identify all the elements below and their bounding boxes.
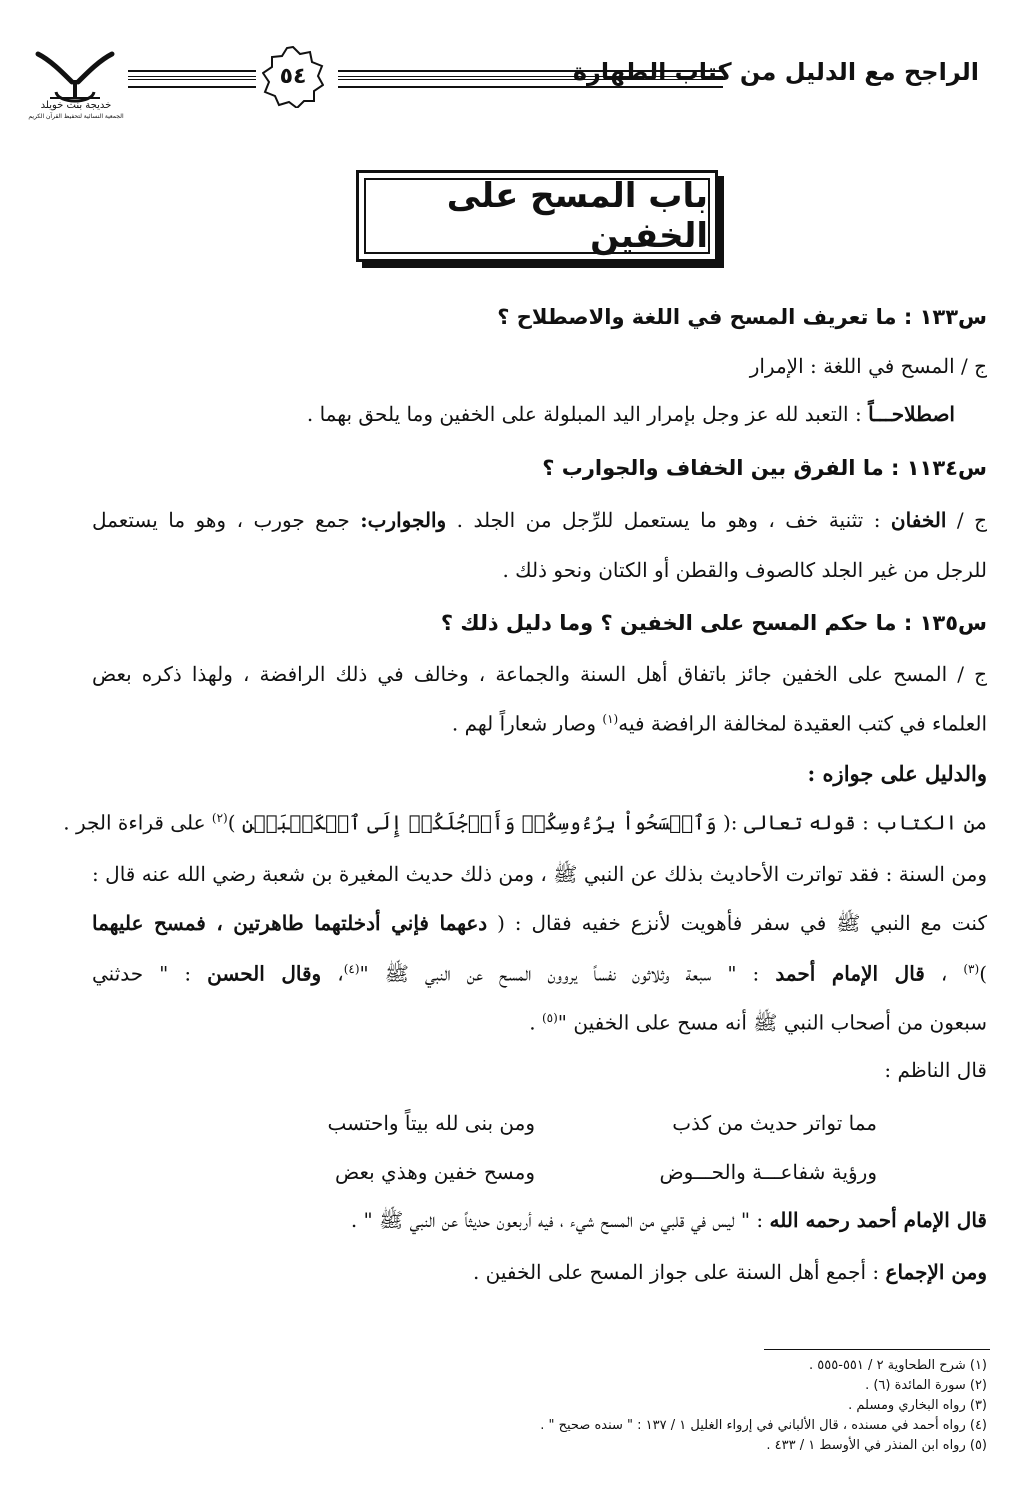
hadith-close: )	[979, 961, 987, 986]
footnote-ref-3: (٣)	[963, 962, 980, 976]
logo-text: خديجة بنت خويلد	[40, 100, 112, 111]
evidence-sunnah-line1: ومن السنة : فقد تواترت الأحاديث بذلك عن النبي ﷺ ، ومن ذلك حديث المغيرة بن شعبة رضي الله عنه قال :	[92, 862, 987, 886]
header-book-title: الراجح مع الدليل من كتاب الطهارة	[572, 58, 979, 86]
ijma-heading: ومن الإجماع	[885, 1260, 987, 1284]
imam-ahmad-quote: : " سبعة وثلاثون نفساً يروون المسح عن النبي ﷺ "	[359, 961, 776, 986]
answer-135-line2	[452, 713, 987, 734]
separator: ،	[924, 961, 964, 986]
evidence-heading: والدليل على جوازه :	[807, 761, 987, 786]
hasan-label: وقال الحسن	[207, 961, 322, 986]
ijma-statement	[473, 1262, 987, 1282]
chapter-title: باب المسح على الخفين	[364, 178, 710, 254]
evidence-sunnah-line3	[92, 963, 987, 984]
answer-135-line1: ج / المسح على الخفين جائز باتفاق أهل السنة والجماعة ، وخالف في ذلك الرافضة ، ولهذا ذكره بعض	[92, 662, 987, 686]
question-134: س١١٣٤ : ما الفرق بين الخفاف والجوارب ؟	[542, 456, 987, 480]
footnote-ref-5: (٥)	[541, 1011, 558, 1025]
period: .	[529, 1010, 542, 1035]
quran-verse: وَٱمۡسَحُواْ بِرُءُوسِكُمۡ وَأَرۡجُلَكُمۡ إِلَى ٱلۡكَعۡبَيۡنِ	[241, 810, 717, 835]
footnote-ref-2: (٢)	[211, 811, 228, 825]
imam-ahmad-heading: قال الإمام أحمد رحمه الله	[769, 1208, 987, 1232]
answer-134-line2: للرجل من غير الجلد كالصوف والقطن أو الكتان ونحو ذلك .	[502, 558, 987, 582]
poem-verse-2-right: ورؤية شفاعـــة والحـــوض	[659, 1160, 877, 1184]
header-rule-left	[128, 70, 256, 88]
term-jawarib: والجوارب:	[360, 508, 447, 532]
answer-133-line1: ج / المسح في اللغة : الإمرار	[749, 354, 987, 378]
hadith-text: دعهما فإني أدخلتهما طاهرتين ، فمسح عليهما	[92, 911, 488, 935]
poem-verse-1-right: مما تواتر حديث من كذب	[672, 1111, 877, 1135]
imam-ahmad-label: قال الإمام أحمد	[775, 961, 925, 986]
answer-133-line2	[307, 404, 955, 424]
poet-intro: قال الناظم :	[884, 1058, 987, 1082]
footnote-5: (٥) رواه ابن المنذر في الأوسط ١ / ٤٣٣ .	[766, 1438, 987, 1453]
poem-verse-1-left: ومن بنى لله بيتاً واحتسب	[327, 1111, 535, 1135]
answer-134-text-a: : تثنية خف ، وهو ما يستعمل للرِّجل من الجلد .	[446, 508, 891, 532]
footnote-3: (٣) رواه البخاري ومسلم .	[848, 1398, 987, 1413]
hadith-intro: كنت مع النبي ﷺ في سفر فأهويت لأنزع خفيه فقال : (	[487, 911, 987, 935]
ijma-text: : أجمع أهل السنة على جواز المسح على الخفين .	[472, 1260, 886, 1284]
footnote-ref-1: (١)	[602, 712, 619, 726]
imam-ahmad-statement	[351, 1210, 987, 1230]
quran-intro: من الكتاب : قوله تعالى :(	[716, 810, 987, 835]
chapter-title-box	[356, 170, 718, 262]
footnote-4: (٤) رواه أحمد في مسنده ، قال الألباني في إرواء الغليل ١ / ١٣٧ : " سنده صحيح " .	[540, 1418, 987, 1433]
answer-135-line2-b: وصار شعاراً لهم .	[451, 711, 603, 736]
evidence-sunnah-line4	[529, 1012, 987, 1033]
term-istilahan: اصطلاحـــاً	[868, 402, 955, 426]
imam-ahmad-statement-text: : " ليس في قلبي من المسح شيء ، فيه أربعون حديثاً عن النبي ﷺ " .	[350, 1208, 770, 1232]
footnote-1: (١) شرح الطحاوية ٢ / ٥٥١-٥٥٥ .	[809, 1358, 987, 1373]
answer-134-line1	[92, 510, 987, 530]
separator-2: ،	[321, 961, 344, 986]
evidence-sunnah-line2	[92, 913, 987, 933]
footnote-2: (٢) سورة المائدة (٦) .	[865, 1378, 987, 1393]
answer-135-line2-a: العلماء في كتب العقيدة لمخالفة الرافضة فيه	[618, 711, 987, 736]
quran-reading-note: على قراءة الجر .	[63, 810, 212, 835]
question-135: س١٣٥ : ما حكم المسح على الخفين ؟ وما دليل ذلك ؟	[440, 611, 987, 635]
term-khuffan: الخفان	[890, 508, 947, 532]
poem-verse-2-left: ومسح خفين وهذي بعض	[334, 1160, 535, 1184]
answer-133-line2-text: : التعبد لله عز وجل بإمرار اليد المبلولة على الخفين وما يلحق بهما .	[306, 402, 869, 426]
answer-134-text-b: جمع جورب ، وهو ما يستعمل	[92, 508, 361, 532]
hasan-quote: سبعون من أصحاب النبي ﷺ أنه مسح على الخفين "	[557, 1010, 987, 1035]
header-rule-right	[338, 70, 723, 88]
quran-close: )	[227, 810, 242, 835]
footnote-ref-4: (٤)	[343, 962, 360, 976]
question-133: س١٣٣ : ما تعريف المسح في اللغة والاصطلاح ؟	[497, 305, 987, 329]
page-number: ٥٤	[279, 64, 307, 89]
hasan-quote-start: : " حدثني	[92, 961, 208, 986]
answer-134-prefix: ج /	[946, 508, 987, 532]
footnote-divider	[764, 1349, 990, 1350]
logo-subtitle: الجمعية النسائية لتحفيظ القرآن الكريم	[28, 113, 124, 120]
evidence-quran	[63, 812, 987, 833]
